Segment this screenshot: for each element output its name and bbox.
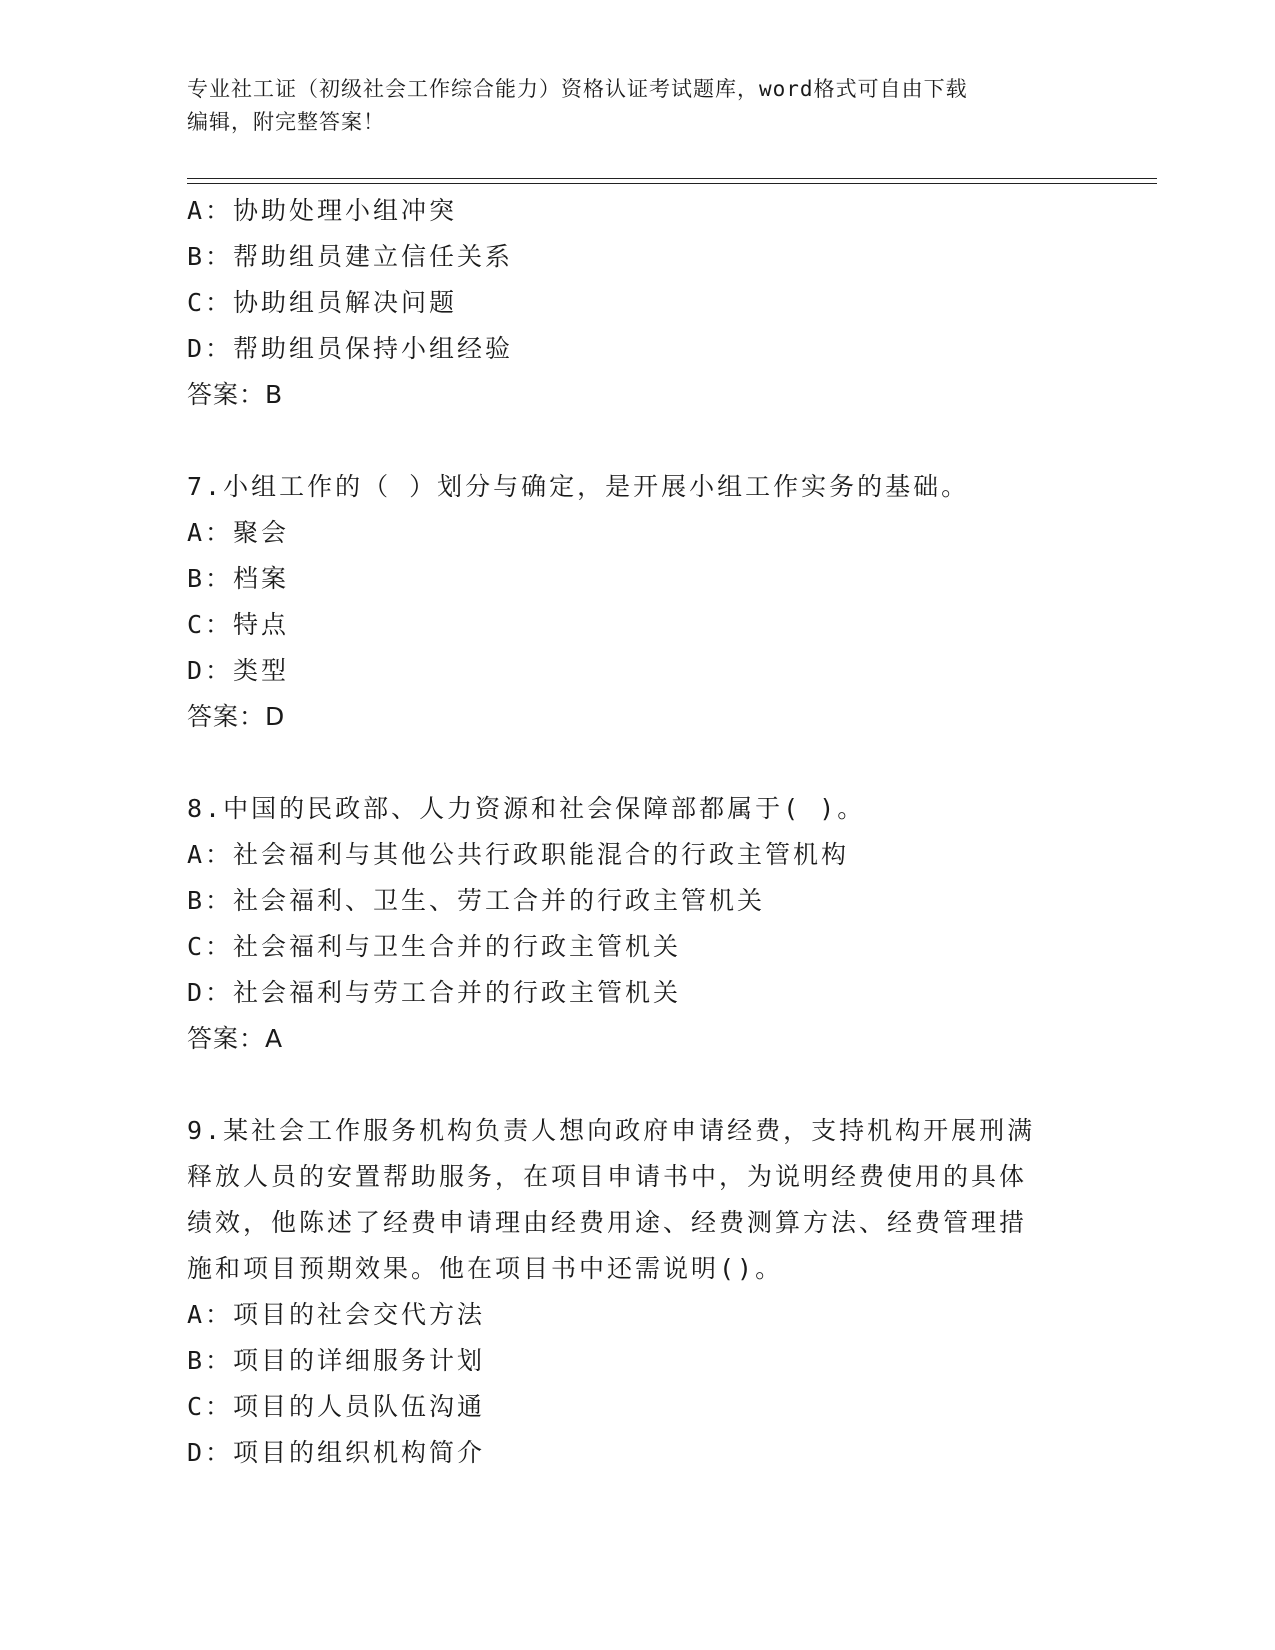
question-stem: 8.中国的民政部、人力资源和社会保障部都属于( )。 xyxy=(187,794,866,823)
option-b: B：项目的详细服务计划 xyxy=(187,1346,486,1375)
option-a: A：协助处理小组冲突 xyxy=(187,196,458,225)
answer: 答案：D xyxy=(187,702,286,731)
option-a: A：项目的社会交代方法 xyxy=(187,1300,486,1329)
option-c: C：项目的人员队伍沟通 xyxy=(187,1392,486,1421)
question-stem: 7.小组工作的（ ）划分与确定，是开展小组工作实务的基础。 xyxy=(187,472,970,501)
header-line-2: 编辑，附完整答案！ xyxy=(187,110,385,134)
option-c: C：特点 xyxy=(187,610,290,639)
header-line-1: 专业社工证（初级社会工作综合能力）资格认证考试题库，word格式可自由下载 xyxy=(187,77,968,101)
question-stem-line: 施和项目预期效果。他在项目书中还需说明()。 xyxy=(187,1254,784,1283)
question-stem-line: 9.某社会工作服务机构负责人想向政府申请经费，支持机构开展刑满 xyxy=(187,1116,1036,1145)
option-b: B：社会福利、卫生、劳工合并的行政主管机关 xyxy=(187,886,766,915)
option-d: D：社会福利与劳工合并的行政主管机关 xyxy=(187,978,682,1007)
option-a: A：聚会 xyxy=(187,518,290,547)
question-content xyxy=(187,188,1067,1476)
question-9 xyxy=(187,1108,1067,1476)
header-divider-bottom xyxy=(187,183,1157,184)
option-d: D：帮助组员保持小组经验 xyxy=(187,334,514,363)
document-header xyxy=(187,73,1087,139)
answer: 答案：A xyxy=(187,1024,284,1053)
option-b: B：帮助组员建立信任关系 xyxy=(187,242,514,271)
option-a: A：社会福利与其他公共行政职能混合的行政主管机构 xyxy=(187,840,850,869)
option-c: C：协助组员解决问题 xyxy=(187,288,458,317)
option-d: D：项目的组织机构简介 xyxy=(187,1438,486,1467)
header-divider-top xyxy=(187,178,1157,179)
option-c: C：社会福利与卫生合并的行政主管机关 xyxy=(187,932,682,961)
prev-question xyxy=(187,188,1067,418)
question-7 xyxy=(187,464,1067,740)
question-stem-line: 释放人员的安置帮助服务，在项目申请书中，为说明经费使用的具体 xyxy=(187,1162,1028,1191)
option-d: D：类型 xyxy=(187,656,290,685)
question-8 xyxy=(187,786,1067,1062)
question-stem-line: 绩效，他陈述了经费申请理由经费用途、经费测算方法、经费管理措 xyxy=(187,1208,1028,1237)
option-b: B：档案 xyxy=(187,564,290,593)
answer: 答案：B xyxy=(187,380,284,409)
